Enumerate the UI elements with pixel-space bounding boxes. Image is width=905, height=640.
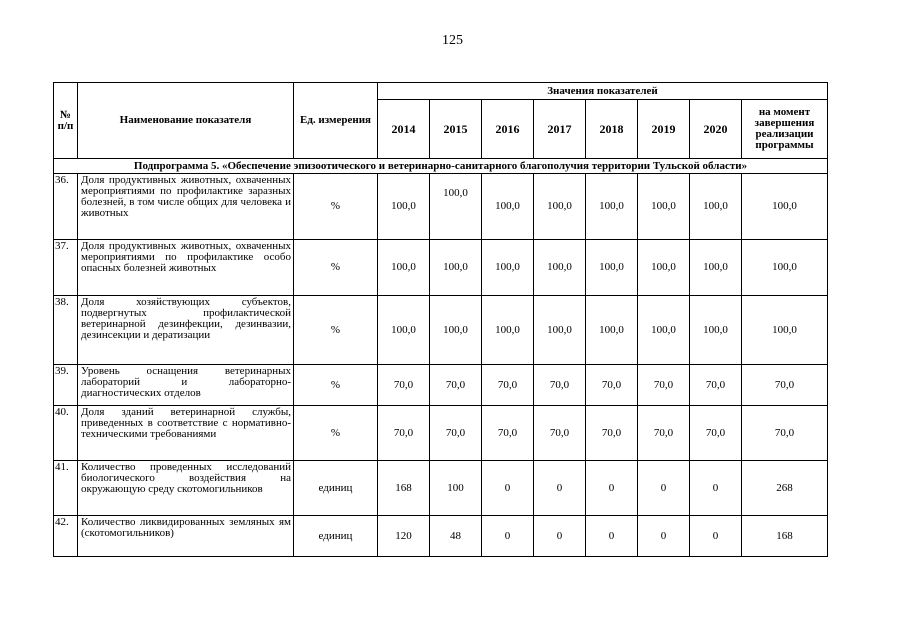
value-2016: 0 [482,516,534,557]
value-2019: 100,0 [638,174,690,240]
value-2014: 168 [378,461,430,516]
unit-cell: % [294,365,378,406]
value-2014: 70,0 [378,365,430,406]
table-row [54,174,828,240]
indicator-name: Доля хозяйствующих субъектов, подвергнутых профилактической ветеринарной дезинфекции, дезинвазии, дезинсекции и дератизации [78,296,294,365]
value-2017: 0 [534,516,586,557]
unit-cell: единиц [294,516,378,557]
unit-cell: % [294,296,378,365]
value-2015: 100,0 [430,296,482,365]
header-final: на момент завершения реализации программы [742,100,828,159]
table-row [54,365,828,406]
value-2018: 70,0 [586,406,638,461]
row-number: 42. [54,516,78,557]
value-final: 268 [742,461,828,516]
header-num: № п/п [54,83,78,159]
value-2014: 100,0 [378,240,430,296]
unit-cell: % [294,174,378,240]
value-2018: 100,0 [586,240,638,296]
value-2017: 0 [534,461,586,516]
header-year-2018: 2018 [586,100,638,159]
value-2018: 0 [586,461,638,516]
value-2020: 100,0 [690,296,742,365]
header-name: Наименование показателя [78,83,294,159]
value-2015: 100,0 [430,240,482,296]
header-year-2020: 2020 [690,100,742,159]
value-2020: 70,0 [690,365,742,406]
value-2015: 100,0 [430,174,482,240]
row-number: 37. [54,240,78,296]
table-row [54,296,828,365]
value-2016: 100,0 [482,174,534,240]
value-2019: 70,0 [638,365,690,406]
value-final: 70,0 [742,406,828,461]
value-final: 70,0 [742,365,828,406]
value-2020: 100,0 [690,174,742,240]
header-year-2019: 2019 [638,100,690,159]
value-2017: 100,0 [534,174,586,240]
value-2019: 70,0 [638,406,690,461]
value-2016: 70,0 [482,406,534,461]
value-2016: 0 [482,461,534,516]
value-final: 100,0 [742,240,828,296]
value-2016: 100,0 [482,296,534,365]
value-2017: 70,0 [534,406,586,461]
indicator-name: Доля продуктивных животных, охваченных мероприятиями по профилактике особо опасных болезней животных [78,240,294,296]
header-year-2016: 2016 [482,100,534,159]
value-2014: 120 [378,516,430,557]
value-2018: 100,0 [586,296,638,365]
row-number: 41. [54,461,78,516]
value-2019: 100,0 [638,296,690,365]
value-2020: 0 [690,461,742,516]
indicator-name: Доля продуктивных животных, охваченных мероприятиями по профилактике заразных болезней, в том числе общих для человека и животных [78,174,294,240]
row-number: 38. [54,296,78,365]
value-2018: 70,0 [586,365,638,406]
page-number: 125 [442,33,463,48]
value-2014: 100,0 [378,174,430,240]
value-2019: 100,0 [638,240,690,296]
value-2014: 70,0 [378,406,430,461]
value-2018: 100,0 [586,174,638,240]
value-2015: 100 [430,461,482,516]
value-2015: 70,0 [430,365,482,406]
value-final: 168 [742,516,828,557]
value-2016: 100,0 [482,240,534,296]
row-number: 40. [54,406,78,461]
value-final: 100,0 [742,296,828,365]
table-row [54,516,828,557]
value-2017: 70,0 [534,365,586,406]
indicator-name: Доля зданий ветеринарной службы, приведенных в соответствие с нормативно-техническими требованиями [78,406,294,461]
header-year-2014: 2014 [378,100,430,159]
header-year-2017: 2017 [534,100,586,159]
value-2014: 100,0 [378,296,430,365]
unit-cell: % [294,406,378,461]
value-final: 100,0 [742,174,828,240]
row-number: 36. [54,174,78,240]
table-row [54,406,828,461]
value-2015: 70,0 [430,406,482,461]
value-2017: 100,0 [534,296,586,365]
indicator-name: Уровень оснащения ветеринарных лабораторий и лабораторно-диагностических отделов [78,365,294,406]
value-2019: 0 [638,461,690,516]
value-2016: 70,0 [482,365,534,406]
table-body [54,159,828,557]
header-year-2015: 2015 [430,100,482,159]
header-values-group: Значения показателей [378,83,828,100]
row-number: 39. [54,365,78,406]
table-header [54,83,828,159]
table-row [54,240,828,296]
value-2020: 100,0 [690,240,742,296]
value-2015: 48 [430,516,482,557]
indicator-name: Количество проведенных исследований биологического воздействия на окружающую среду скотомогильников [78,461,294,516]
indicator-name: Количество ликвидированных земляных ям (скотомогильников) [78,516,294,557]
subprogram-row [54,159,828,174]
value-2017: 100,0 [534,240,586,296]
unit-cell: % [294,240,378,296]
indicators-table [53,82,828,557]
value-2018: 0 [586,516,638,557]
header-unit: Ед. измерения [294,83,378,159]
value-2020: 0 [690,516,742,557]
value-2020: 70,0 [690,406,742,461]
unit-cell: единиц [294,461,378,516]
value-2019: 0 [638,516,690,557]
subprogram-title: Подпрограмма 5. «Обеспечение эпизоотического и ветеринарно-санитарного благополучия территории Тульской области» [54,159,828,174]
table-row [54,461,828,516]
